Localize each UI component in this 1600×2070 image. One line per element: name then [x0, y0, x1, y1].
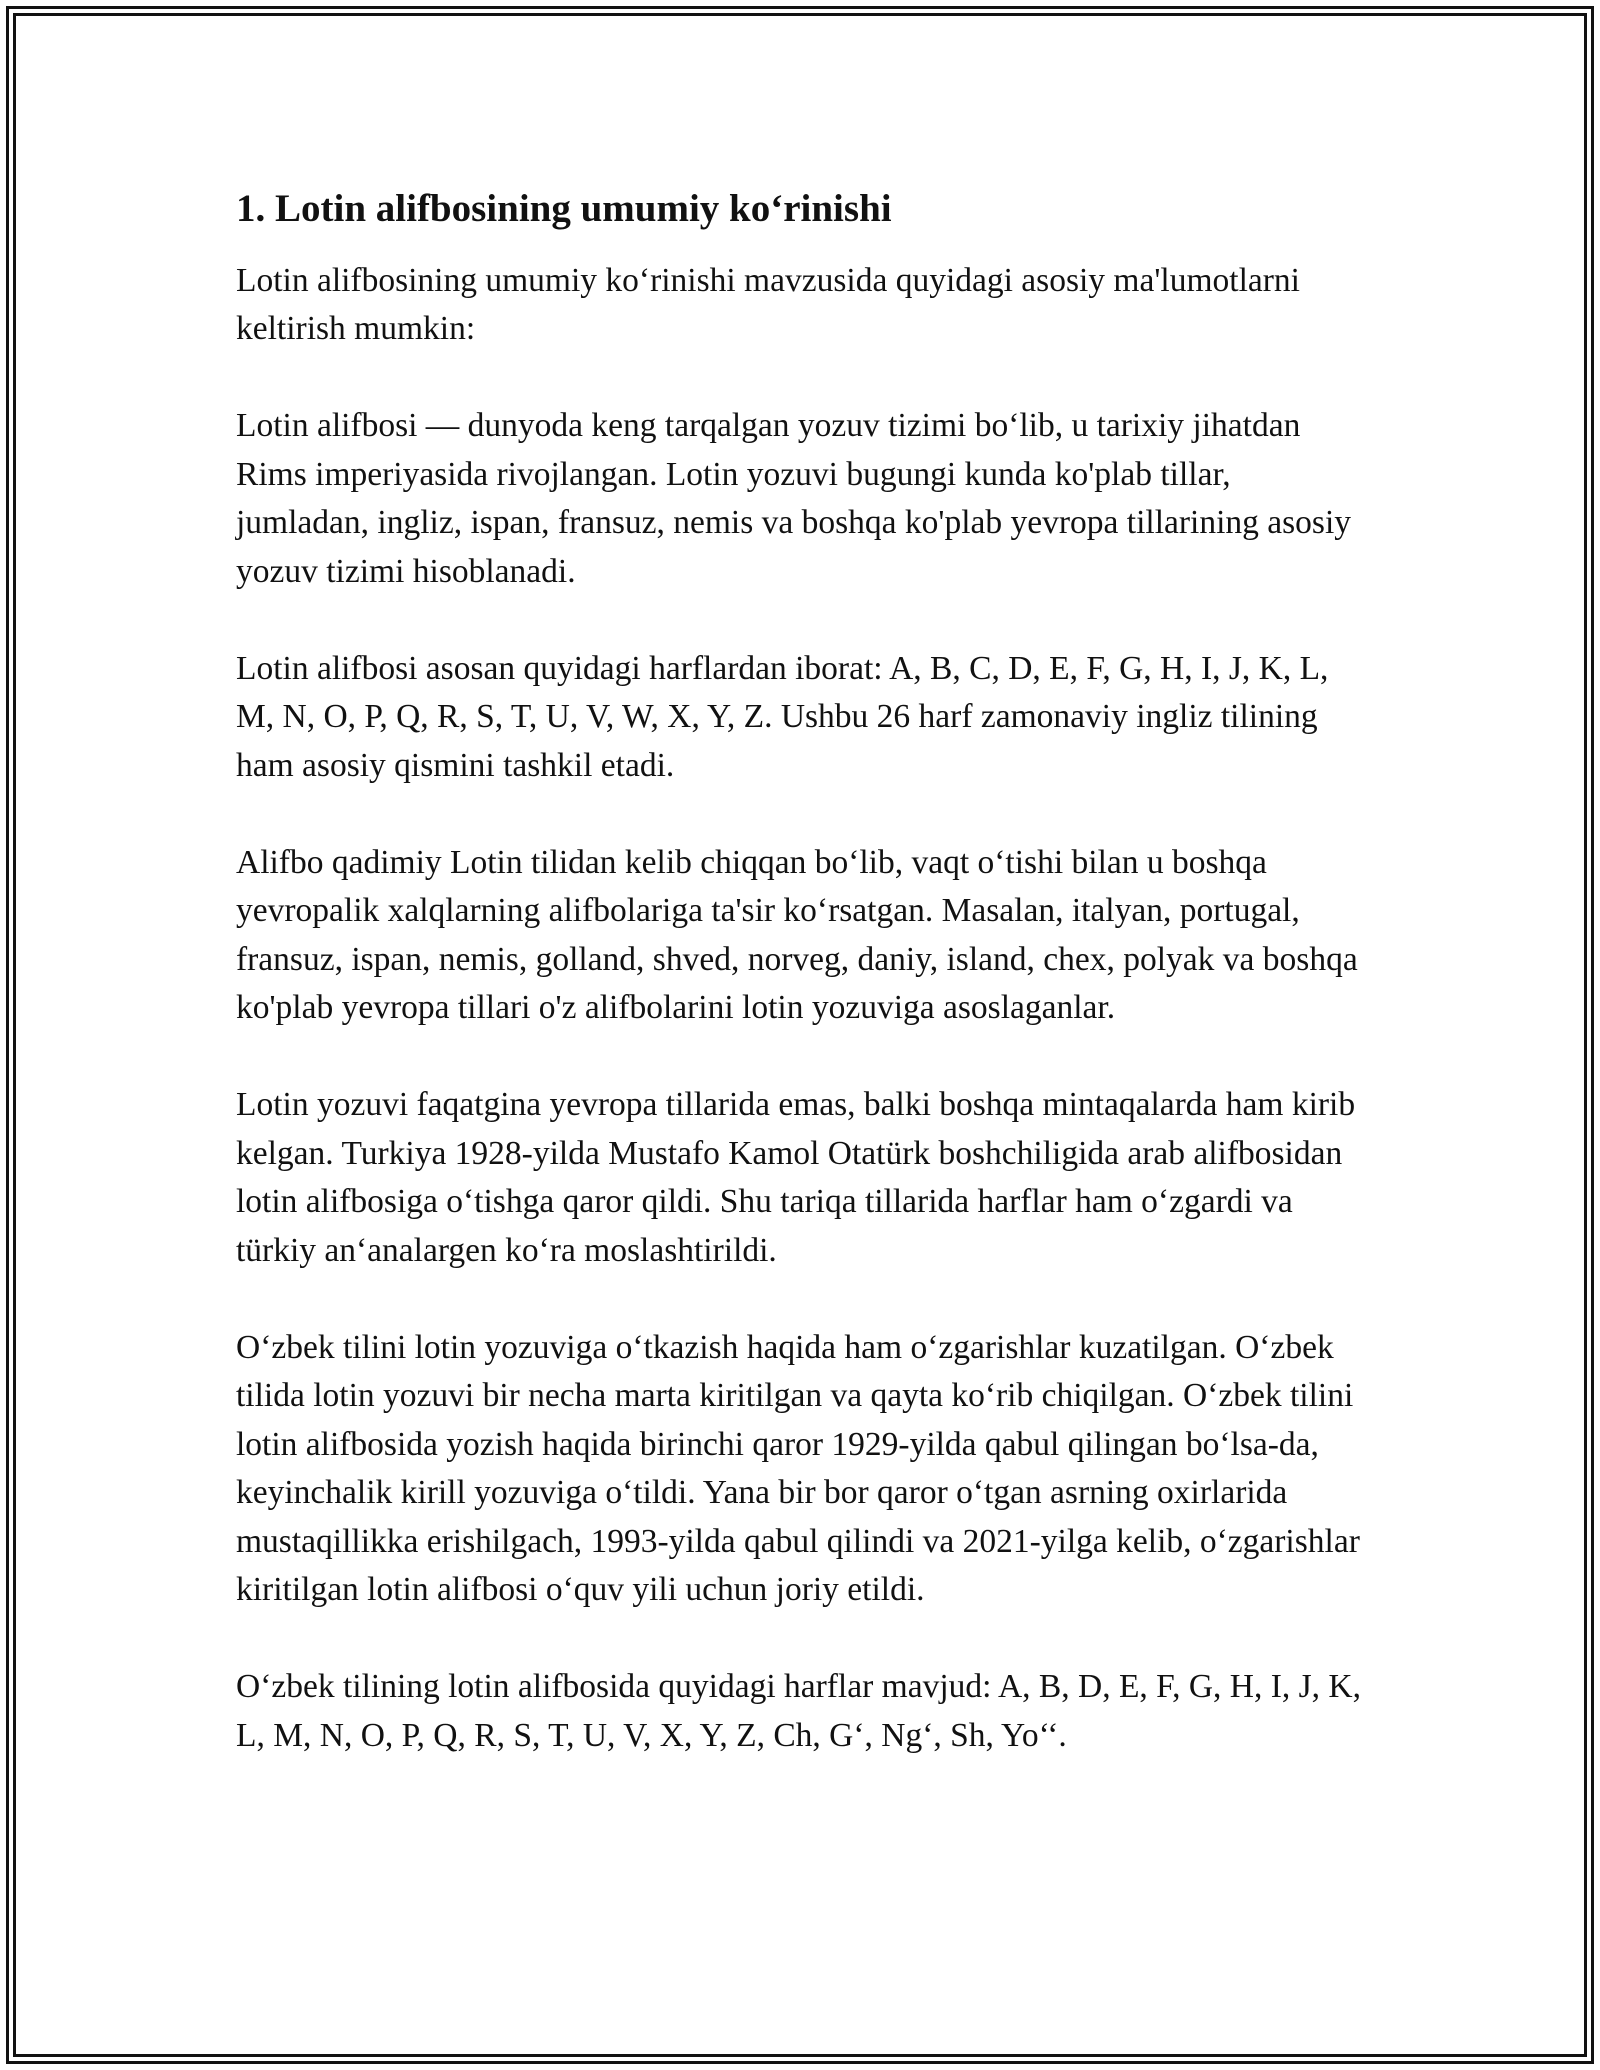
paragraph-uzbek-letters: O‘zbek tilining lotin alifbosida quyidagi harflar mavjud: A, B, D, E, F, G, H, I, J, K, L, M, N, O, P, Q, R, S, T, U, V, X, Y, Z, Ch, G‘, Ng‘, Sh, Yo‘‘. [236, 1668, 1361, 1754]
paragraph-intro: Lotin alifbosining umumiy ko‘rinishi mavzusida quyidagi asosiy ma'lumotlarni keltirish mumkin: [236, 261, 1300, 348]
paragraph-uzbek-history: O‘zbek tilini lotin yozuviga o‘tkazish haqida ham o‘zgarishlar kuzatilgan. O‘zbek tilida lotin yozuvi bir necha marta kiritilgan va qayta ko‘rib chiqilgan. O‘zbek tilini lotin alifbosida yozish haqida birinchi qaror 1929-yilda qabul qilingan bo‘lsa-da, keyinchalik kirill yozuviga o‘tildi. Yana bir bor qaror o‘tgan asrning oxirlarida mustaqillikka erishilgach, 1993-yilda qabul qilindi va 2021-yilga kelib, o‘zgarishlar kiritilgan lotin alifbosi o‘quv yili uchun joriy etildi. [236, 1328, 1360, 1609]
document-body [236, 186, 1370, 1809]
paragraph-turkey: Lotin yozuvi faqatgina yevropa tillarida emas, balki boshqa mintaqalarda ham kirib kelgan. Turkiya 1928-yilda Mustafo Kamol Otatürk boshchiligida arab alifbosidan lotin alifbosiga o‘tishga qaror qildi. Shu tariqa tillarida harflar ham o‘zgardi va türkiy an‘analargen ko‘ra moslashtirildi. [236, 1086, 1356, 1269]
paragraph-latin-letters: Lotin alifbosi asosan quyidagi harflardan iborat: A, B, C, D, E, F, G, H, I, J, K, L, M, N, O, P, Q, R, S, T, U, V, W, X, Y, Z. Ushbu 26 harf zamonaviy ingliz tilining ham asosiy qismini tashkil etadi. [236, 649, 1329, 784]
section-heading: 1. Lotin alifbosining umumiy ko‘rinishi [236, 187, 892, 230]
paragraph-latin-definition: Lotin alifbosi — dunyoda keng tarqalgan yozuv tizimi bo‘lib, u tarixiy jihatdan Rims imperiyasida rivojlangan. Lotin yozuvi bugungi kunda ko'plab tillar, jumladan, ingliz, ispan, fransuz, nemis va boshqa ko'plab yevropa tillarining asosiy yozuv tizimi hisoblanadi. [236, 407, 1352, 590]
paragraph-origin: Alifbo qadimiy Lotin tilidan kelib chiqqan bo‘lib, vaqt o‘tishi bilan u boshqa yevropalik xalqlarning alifbolariga ta'sir ko‘rsatgan. Masalan, italyan, portugal, fransuz, ispan, nemis, golland, shved, norveg, daniy, island, chex, polyak va boshqa ko'plab yevropa tillari o'z alifbolarini lotin yozuviga asoslaganlar. [236, 843, 1358, 1027]
